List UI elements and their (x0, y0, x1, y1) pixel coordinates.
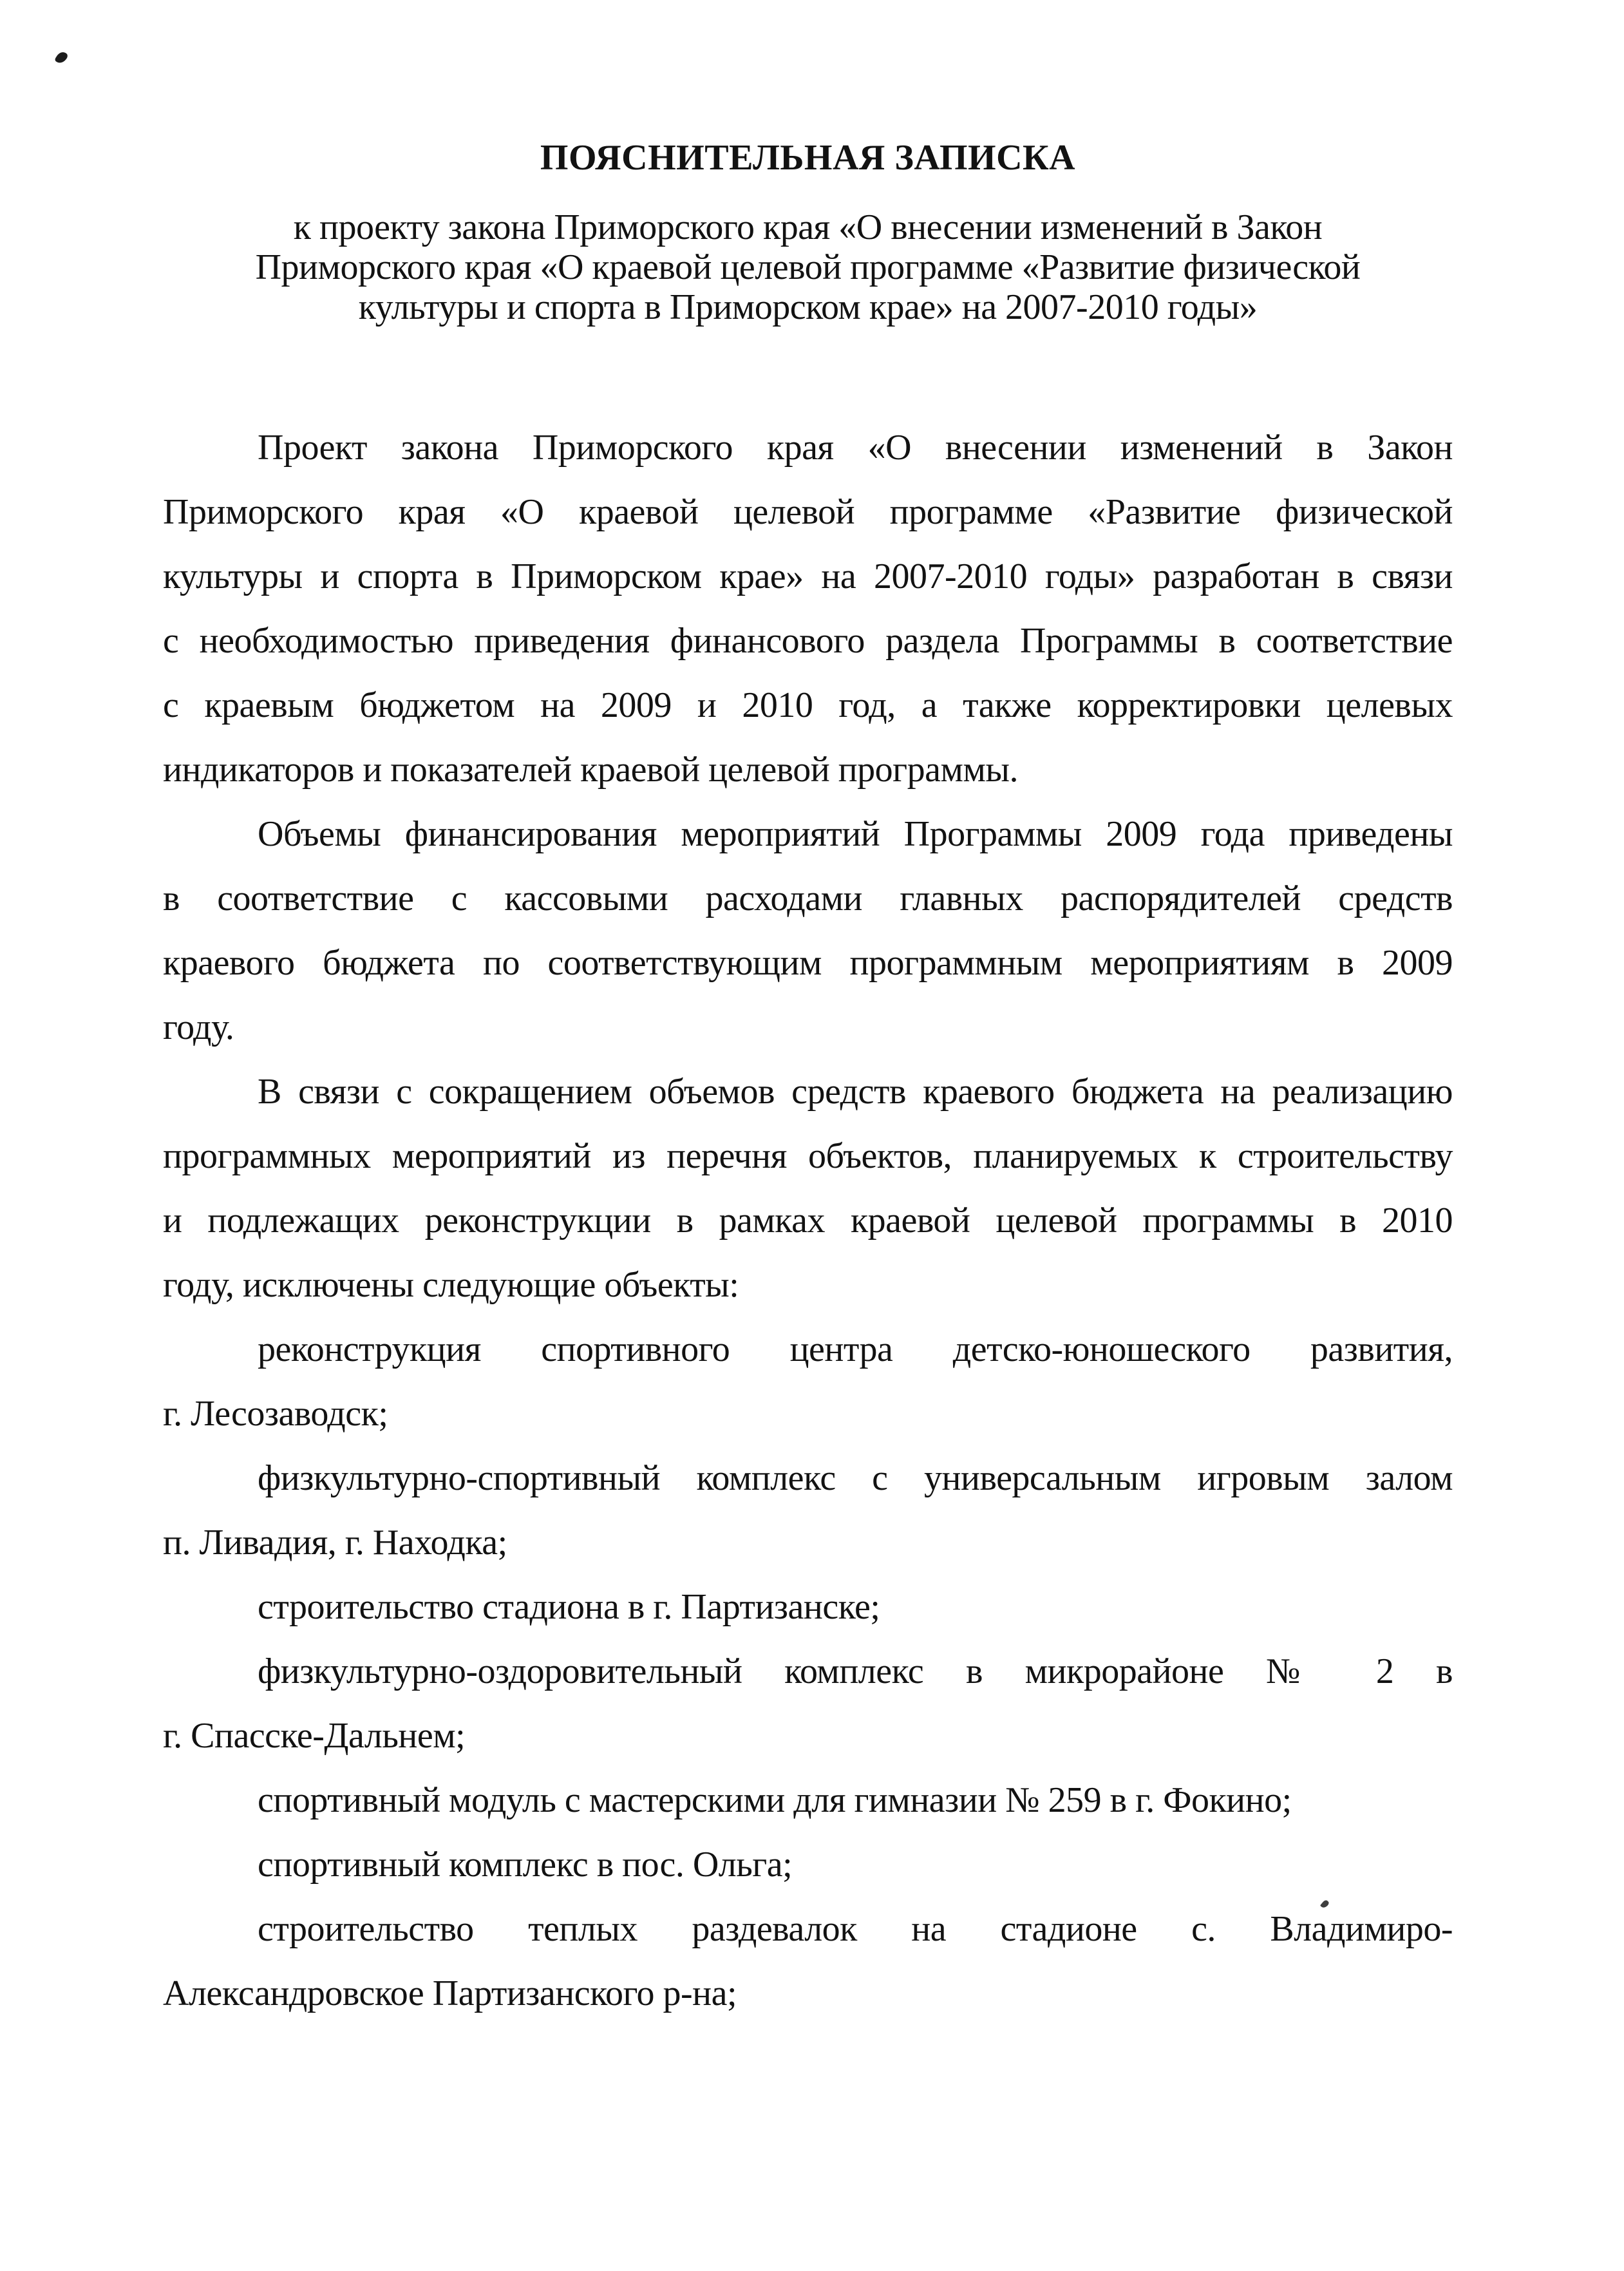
text-line: культуры и спорта в Приморском крае» на 2007-2010 годы» разработан в связи (163, 556, 1453, 596)
ink-speck-icon (54, 50, 69, 65)
text-line: году, исключены следующие объекты: (163, 1265, 739, 1305)
text-line: с краевым бюджетом на 2009 и 2010 год, а также корректировки целевых (163, 685, 1453, 725)
subtitle-line: Приморского края «О краевой целевой программе «Развитие физической (255, 247, 1361, 287)
text-line: В связи с сокращением объемов средств краевого бюджета на реализацию (258, 1072, 1453, 1112)
document-title: ПОЯСНИТЕЛЬНАЯ ЗАПИСКА (540, 138, 1076, 178)
text-line: спортивный комплекс в пос. Ольга; (258, 1845, 793, 1885)
text-line: Проект закона Приморского края «О внесении изменений в Закон (258, 428, 1453, 468)
text-line: и подлежащих реконструкции в рамках краевой целевой программы в 2010 (163, 1201, 1453, 1240)
text-line: строительство теплых раздевалок на стадионе с. Владимиро- (258, 1909, 1453, 1949)
text-line: Объемы финансирования мероприятий Программы 2009 года приведены (258, 814, 1453, 854)
text-line: индикаторов и показателей краевой целевой программы. (163, 750, 1019, 790)
text-line: физкультурно-спортивный комплекс с универсальным игровым залом (258, 1458, 1453, 1498)
text-line: краевого бюджета по соответствующим программным мероприятиям в 2009 (163, 943, 1453, 983)
text-line: строительство стадиона в г. Партизанске; (258, 1587, 880, 1627)
text-line: физкультурно-оздоровительный комплекс в микрорайоне № 2 в (258, 1651, 1453, 1691)
text-line: п. Ливадия, г. Находка; (163, 1523, 507, 1563)
text-line: году. (163, 1007, 234, 1047)
text-line: в соответствие с кассовыми расходами главных распорядителей средств (163, 879, 1453, 918)
text-line: Приморского края «О краевой целевой программе «Развитие физической (163, 492, 1453, 532)
document-body (163, 415, 1453, 2026)
subtitle-line: культуры и спорта в Приморском крае» на 2007-2010 годы» (358, 287, 1258, 327)
text-line: программных мероприятий из перечня объектов, планируемых к строительству (163, 1136, 1453, 1176)
text-line: г. Лесозаводск; (163, 1394, 388, 1434)
text-line: реконструкция спортивного центра детско-юношеского развития, (258, 1329, 1453, 1369)
text-line: г. Спасске-Дальнем; (163, 1716, 466, 1756)
document-subtitle (163, 207, 1453, 327)
text-line: с необходимостью приведения финансового раздела Программы в соответствие (163, 621, 1453, 661)
text-line: спортивный модуль с мастерскими для гимназии № 259 в г. Фокино; (258, 1780, 1292, 1820)
subtitle-line: к проекту закона Приморского края «О внесении изменений в Закон (293, 207, 1323, 247)
text-line: Александровское Партизанского р-на; (163, 1973, 737, 2013)
